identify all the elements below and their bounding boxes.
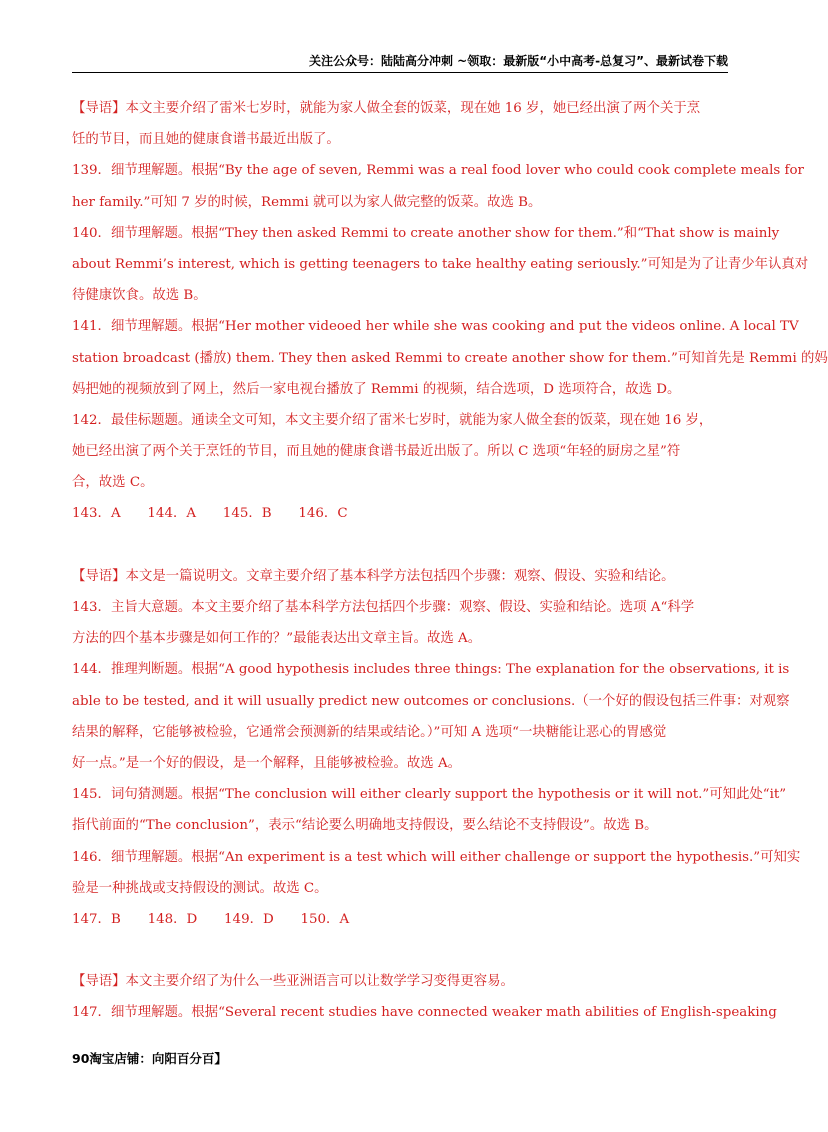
text-line: 145．词句猜测题。根据“The conclusion will either clearly support the hypothesis or it will not.”可知此处“it”	[72, 787, 787, 803]
text-line: 饪的节目，而且她的健康食谱书最近出版了。	[72, 132, 340, 148]
text-line: 指代前面的“The conclusion”，表示“结论要么明确地支持假设，要么结论不支持假设”。故选 B。	[72, 818, 658, 834]
text-line: 140．细节理解题。根据“They then asked Remmi to create another show for them.”和“That show is mainly	[72, 225, 780, 241]
page-footer: 90淘宝店铺：向阳百分百】	[72, 1051, 227, 1066]
text-line: 【导语】本文是一篇说明文。文章主要介绍了基本科学方法包括四个步骤：观察、假设、实验和结论。	[72, 568, 675, 584]
answer-key-line: 143．A 144．A 145．B 146．C	[72, 506, 348, 522]
header-divider	[72, 72, 728, 73]
text-line: about Remmi’s interest, which is getting teenagers to take healthy eating seriously.”可知是为了让青少年认真对	[72, 256, 809, 272]
text-line: 139．细节理解题。根据“By the age of seven, Remmi was a real food lover who could cook complete meals for	[72, 163, 804, 179]
text-line: 【导语】本文主要介绍了雷米七岁时，就能为家人做全套的饭菜，现在她 16 岁，她已经出演了两个关于烹	[72, 101, 701, 116]
answer-key-line: 147．B 148．D 149．D 150．A	[72, 911, 350, 927]
text-line: 144．推理判断题。根据“A good hypothesis includes three things: The explanation for the observations, it is	[72, 662, 790, 678]
text-line: 143．主旨大意题。本文主要介绍了基本科学方法包括四个步骤：观察、假设、实验和结论。选项 A“科学	[72, 600, 695, 615]
text-line: 好一点。”是一个好的假设，是一个解释，且能够被检验。故选 A。	[72, 755, 462, 771]
answer-explanations	[72, 93, 828, 1029]
text-line: 146．细节理解题。根据“An experiment is a test which will either challenge or support the hypothesis.”可知实	[72, 849, 801, 865]
text-line: 她已经出演了两个关于烹饪的节目，而且她的健康食谱书最近出版了。所以 C 选项“年轻的厨房之星”符	[72, 444, 681, 460]
text-line: 方法的四个基本步骤是如何工作的？”最能表达出文章主旨。故选 A。	[72, 631, 482, 647]
text-line: 合，故选 C。	[72, 475, 154, 491]
blank-line	[72, 530, 728, 561]
text-line: station broadcast (播放) them. They then asked Remmi to create another show for them.”可知首先是 Remmi 的妈	[72, 350, 828, 366]
text-line: able to be tested, and it will usually predict new outcomes or conclusions.（一个好的假设包括三件事：对观察	[72, 693, 790, 709]
text-line: 妈把她的视频放到了网上，然后一家电视台播放了 Remmi 的视频，结合选项，D 选项符合，故选 D。	[72, 381, 681, 397]
blank-line	[72, 935, 728, 966]
text-line: 验是一种挑战或支持假设的测试。故选 C。	[72, 880, 328, 896]
text-line: 【导语】本文主要介绍了为什么一些亚洲语言可以让数学学习变得更容易。	[72, 974, 514, 990]
text-line: 147．细节理解题。根据“Several recent studies have connected weaker math abilities of English-speaking	[72, 1005, 777, 1021]
text-line: 142．最佳标题题。通读全文可知，本文主要介绍了雷米七岁时，就能为家人做全套的饭菜，现在她 16 岁，	[72, 412, 713, 428]
text-line: 141．细节理解题。根据“Her mother videoed her while she was cooking and put the videos online. A local TV	[72, 319, 799, 335]
text-line: 结果的解释，它能够被检验，它通常会预测新的结果或结论。）”可知 A 选项“一块糖能让恶心的胃感觉	[72, 724, 667, 740]
text-line: 待健康饮食。故选 B。	[72, 288, 207, 304]
text-line: her family.”可知 7 岁的时候，Remmi 就可以为家人做完整的饭菜。故选 B。	[72, 194, 542, 210]
page-header: 关注公众号：陆陆高分冲刺 ~领取：最新版“小中高考-总复习”、最新试卷下载	[309, 54, 728, 68]
